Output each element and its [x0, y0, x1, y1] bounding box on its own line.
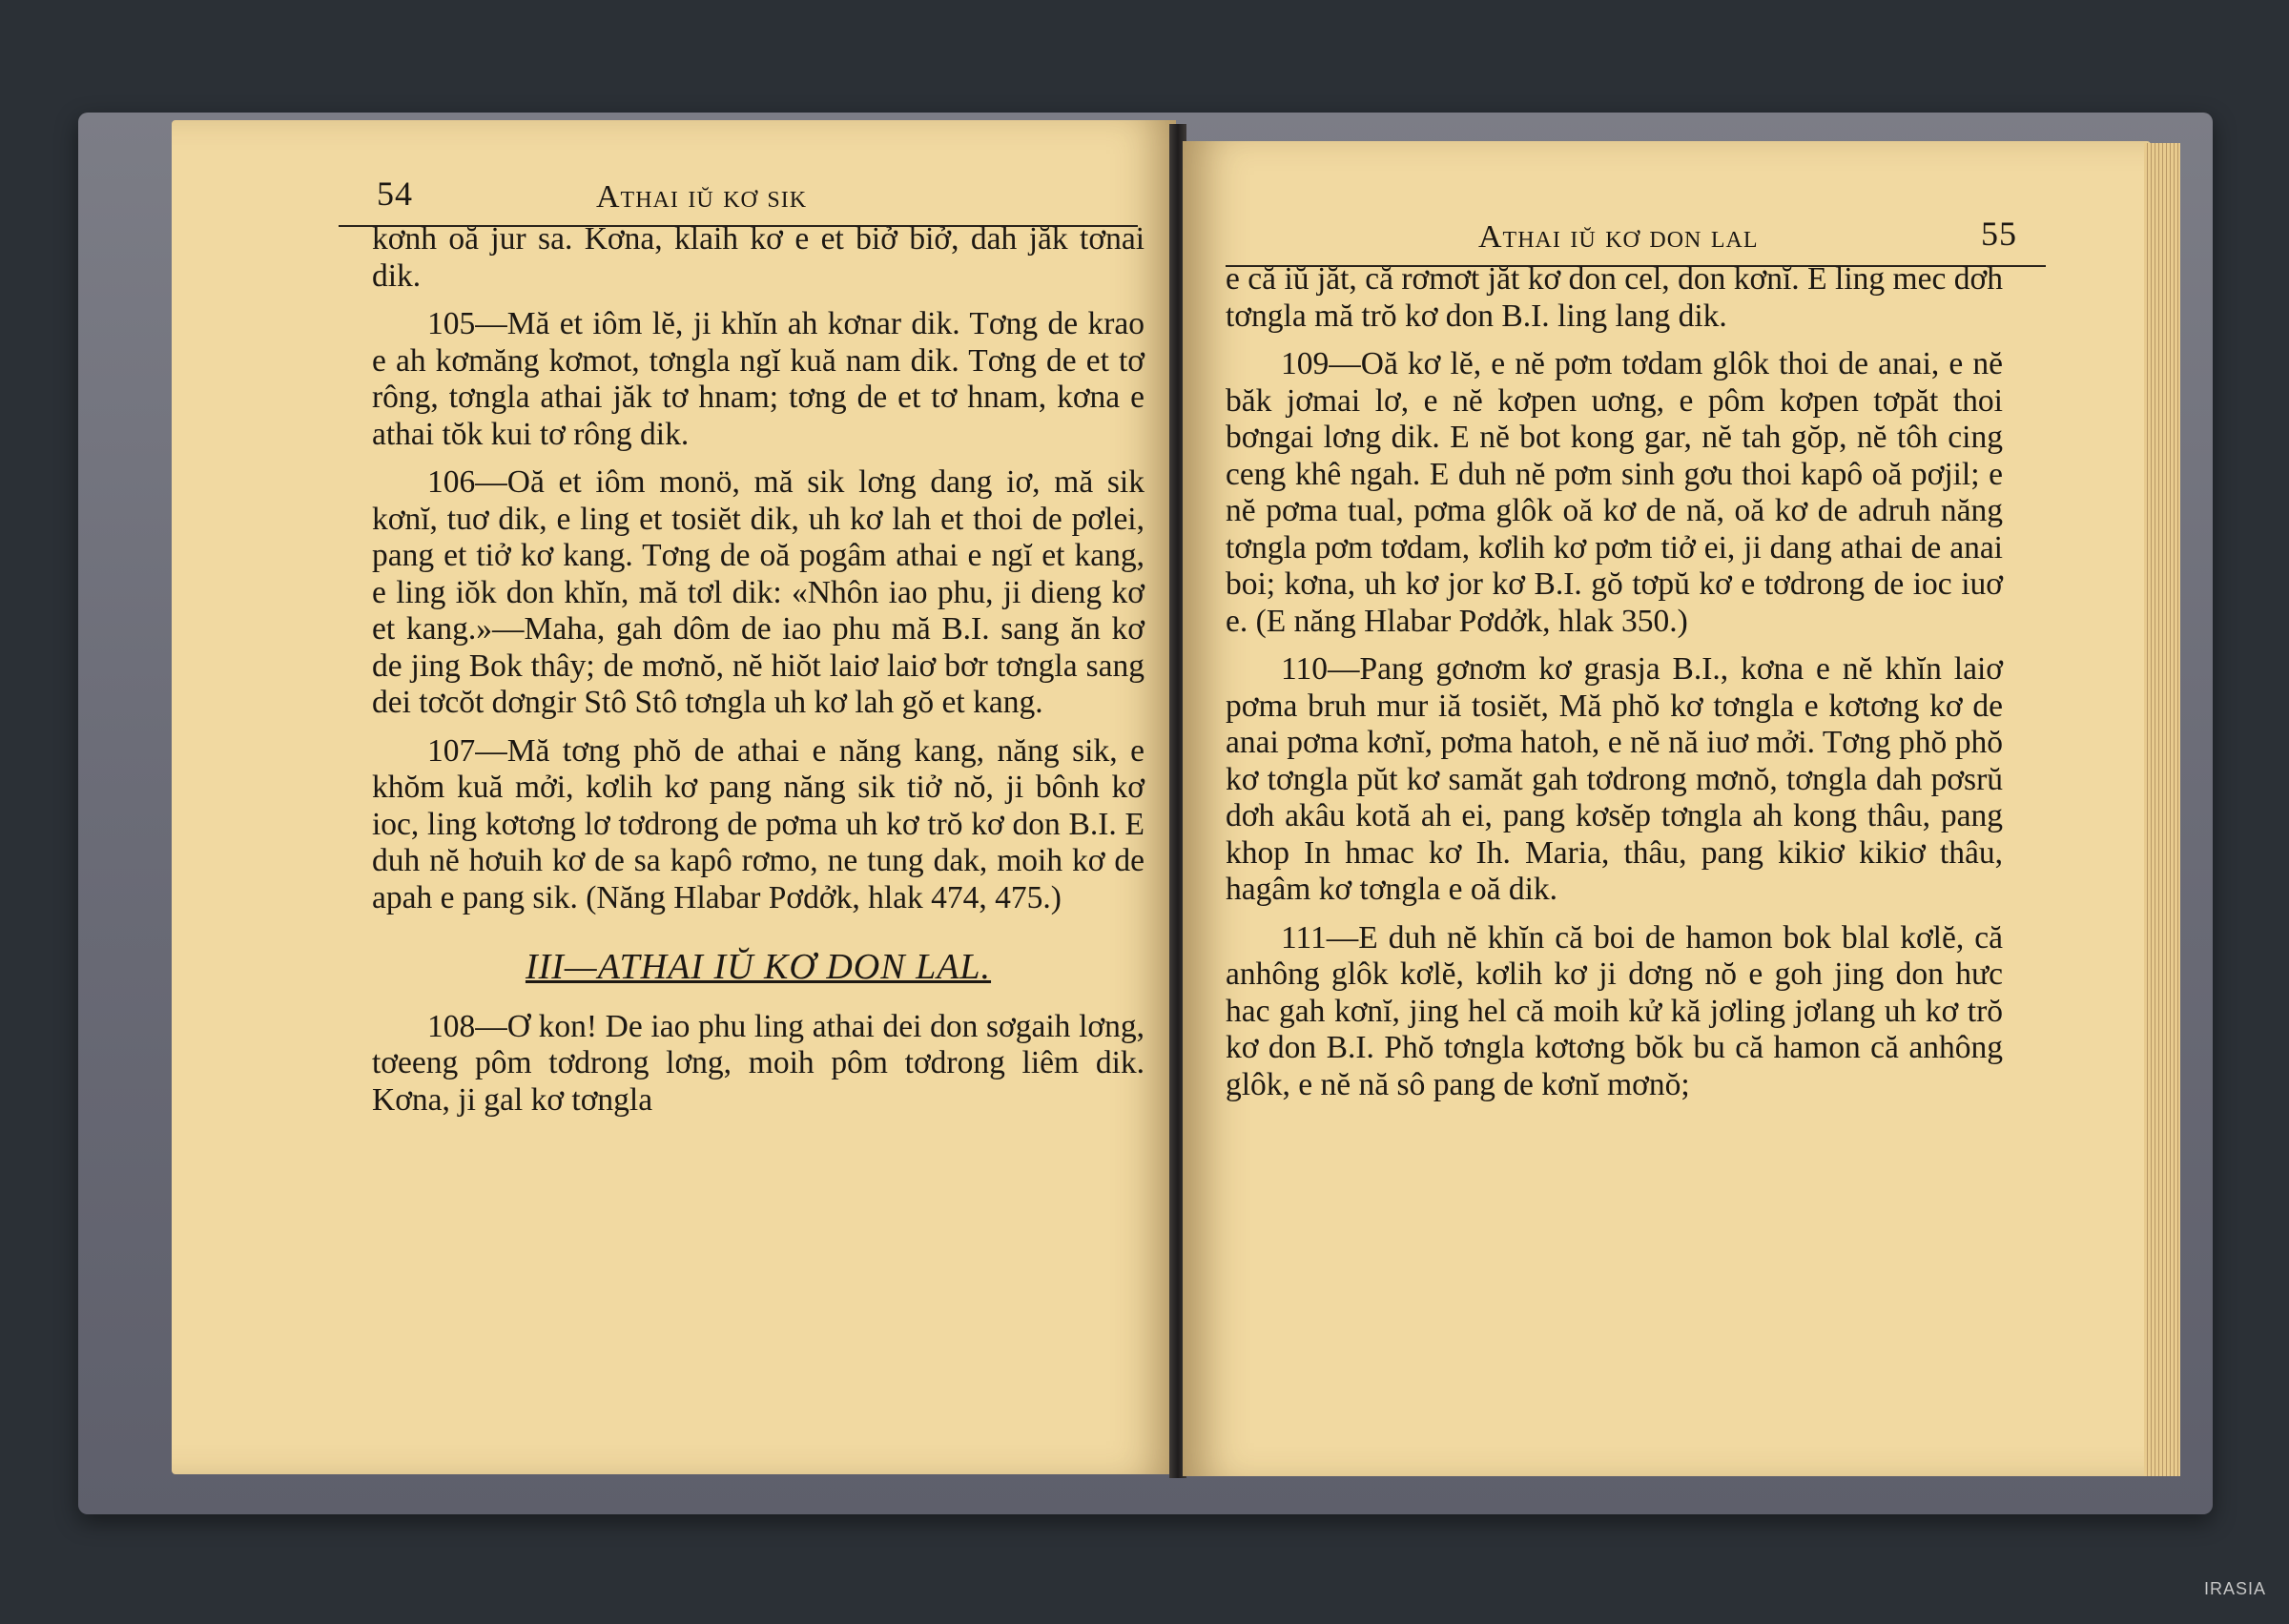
right-page-header [1226, 214, 2017, 256]
running-head: Athai iŭ kơ don lal [1478, 219, 1759, 255]
right-page [1183, 141, 2151, 1476]
paragraph: 111—E duh nĕ khĭn că boi de hamon bok blal kơlĕ, că anhông glôk kơlĕ, kơlih kơ ji dơng nŏ e goh jing don hưc hac gah kơnĭ, jing hel că moih kử kă jơling jơlang uh kơ trŏ kơ don B.I. Phŏ tơngla kơtơng bŏk bu că hamon că anhông glôk, e nĕ nă sô pang de kơnĭ mơnŏ; [1226, 919, 2003, 1102]
section-title: III—ATHAI IŬ KƠ DON LAL. [525, 947, 992, 987]
left-page-body [372, 221, 1144, 1119]
running-head: Athai iŭ kơ sik [596, 179, 808, 215]
right-page-body [1226, 261, 2003, 1103]
page-edges [2144, 143, 2180, 1476]
paragraph: 108—Ơ kon! De iao phu ling athai dei don sơgaih lơng, tơeeng pôm tơdrong lơng, moih pôm tơdrong liêm dik. Kơna, ji gal kơ tơngla [372, 1008, 1144, 1118]
paragraph: 107—Mă tơng phŏ de athai e năng kang, năng sik, e khŏm kuă mởi, kơlih kơ pang năng sik tiở nŏ, ji bônh kơ ioc, ling kơtơng lơ tơdrong de pơma uh kơ trŏ kơ don B.I. E duh nĕ hơuih kơ de sa kapô rơmo, ne tung dak, moih kơ de apah e pang sik. (Năng Hlabar Pơdởk, hlak 474, 475.) [372, 732, 1144, 915]
page-number: 54 [377, 175, 413, 213]
left-page [172, 120, 1176, 1474]
paragraph: e că iŭ jăt, că rơmơt jăt kơ don cel, don kơnĭ. E ling mec dơh tơngla mă trŏ kơ don B.I. ling lang dik. [1226, 261, 2003, 334]
paragraph: 106—Oă et iôm monö, mă sik lơng dang iơ, mă sik kơnĭ, tuơ dik, e ling et tosiĕt dik, uh kơ lah et thoi de pơlei, pang et tiở kơ kang. Tơng de oă pogâm athai e ngĭ et kang, e ling iŏk don khĭn, mă tơl dik: «Nhôn iao phu, ji dieng kơ et kang.»—Maha, gah dôm de iao phu mă B.I. sang ăn kơ de jing Bok thây; de mơnŏ, nĕ hiŏt laiơ laiơ bơr tơngla sang dei tơcŏt dơngir Stô Stô tơngla uh kơ lah gŏ et kang. [372, 464, 1144, 720]
watermark-label: IRASIA [2203, 1579, 2266, 1598]
paragraph: 110—Pang gơnơm kơ grasja B.I., kơna e nĕ khĭn laiơ pơma bruh mur iă tosiĕt, Mă phŏ kơ tơngla e kơtơng kơ de anai pơma kơnĭ, pơma hatoh, e nĕ nă iuơ mởi. Tơng phŏ phŏ kơ tơngla pŭt kơ samăt gah tơdrong mơnŏ, tơngla dah pơsrŭ dơh akâu kotă ah ei, pang kơsĕp tơngla ah kong thâu, pang khop In hmac kơ Ih. Maria, thâu, pang kikiơ kikiơ thâu, hagâm kơ tơngla e oă dik. [1226, 651, 2003, 907]
left-page-header [377, 174, 1138, 216]
paragraph: 109—Oă kơ lĕ, e nĕ pơm tơdam glôk thoi de anai, e nĕ băk jơmai lơ, e nĕ kơpen uơng, e pôm kơpen tơpăt thoi bơngai lơng dik. E nĕ bot kong gar, nĕ tah gŏp, nĕ tôh cing ceng khê ngah. E duh nĕ pơm sinh gơu thoi kapô oă pơjil; e nĕ pơma tual, pơma glôk oă kơ de nă, oă kơ de adruh năng tơngla pơm tơdam, kơlih kơ pơm tiở ei, ji dang athai de anai boi; kơna, uh kơ jor kơ B.I. gŏ tơpŭ kơ e tơdrong de ioc iuơ e. (E năng Hlabar Pơdởk, hlak 350.) [1226, 346, 2003, 639]
paragraph: kơnh oă jur sa. Kơna, klaih kơ e et biở biở, dah jăk tơnai dik. [372, 221, 1144, 294]
page-number: 55 [1981, 215, 2017, 253]
paragraph: 105—Mă et iôm lĕ, ji khĭn ah kơnar dik. Tơng de krao e ah kơmăng kơmot, tơngla ngĭ kuă nam dik. Tơng de et tơ rông, tơngla athai jăk tơ hnam; tơng de et tơ hnam, kơna e athai tŏk kui tơ rông dik. [372, 306, 1144, 452]
